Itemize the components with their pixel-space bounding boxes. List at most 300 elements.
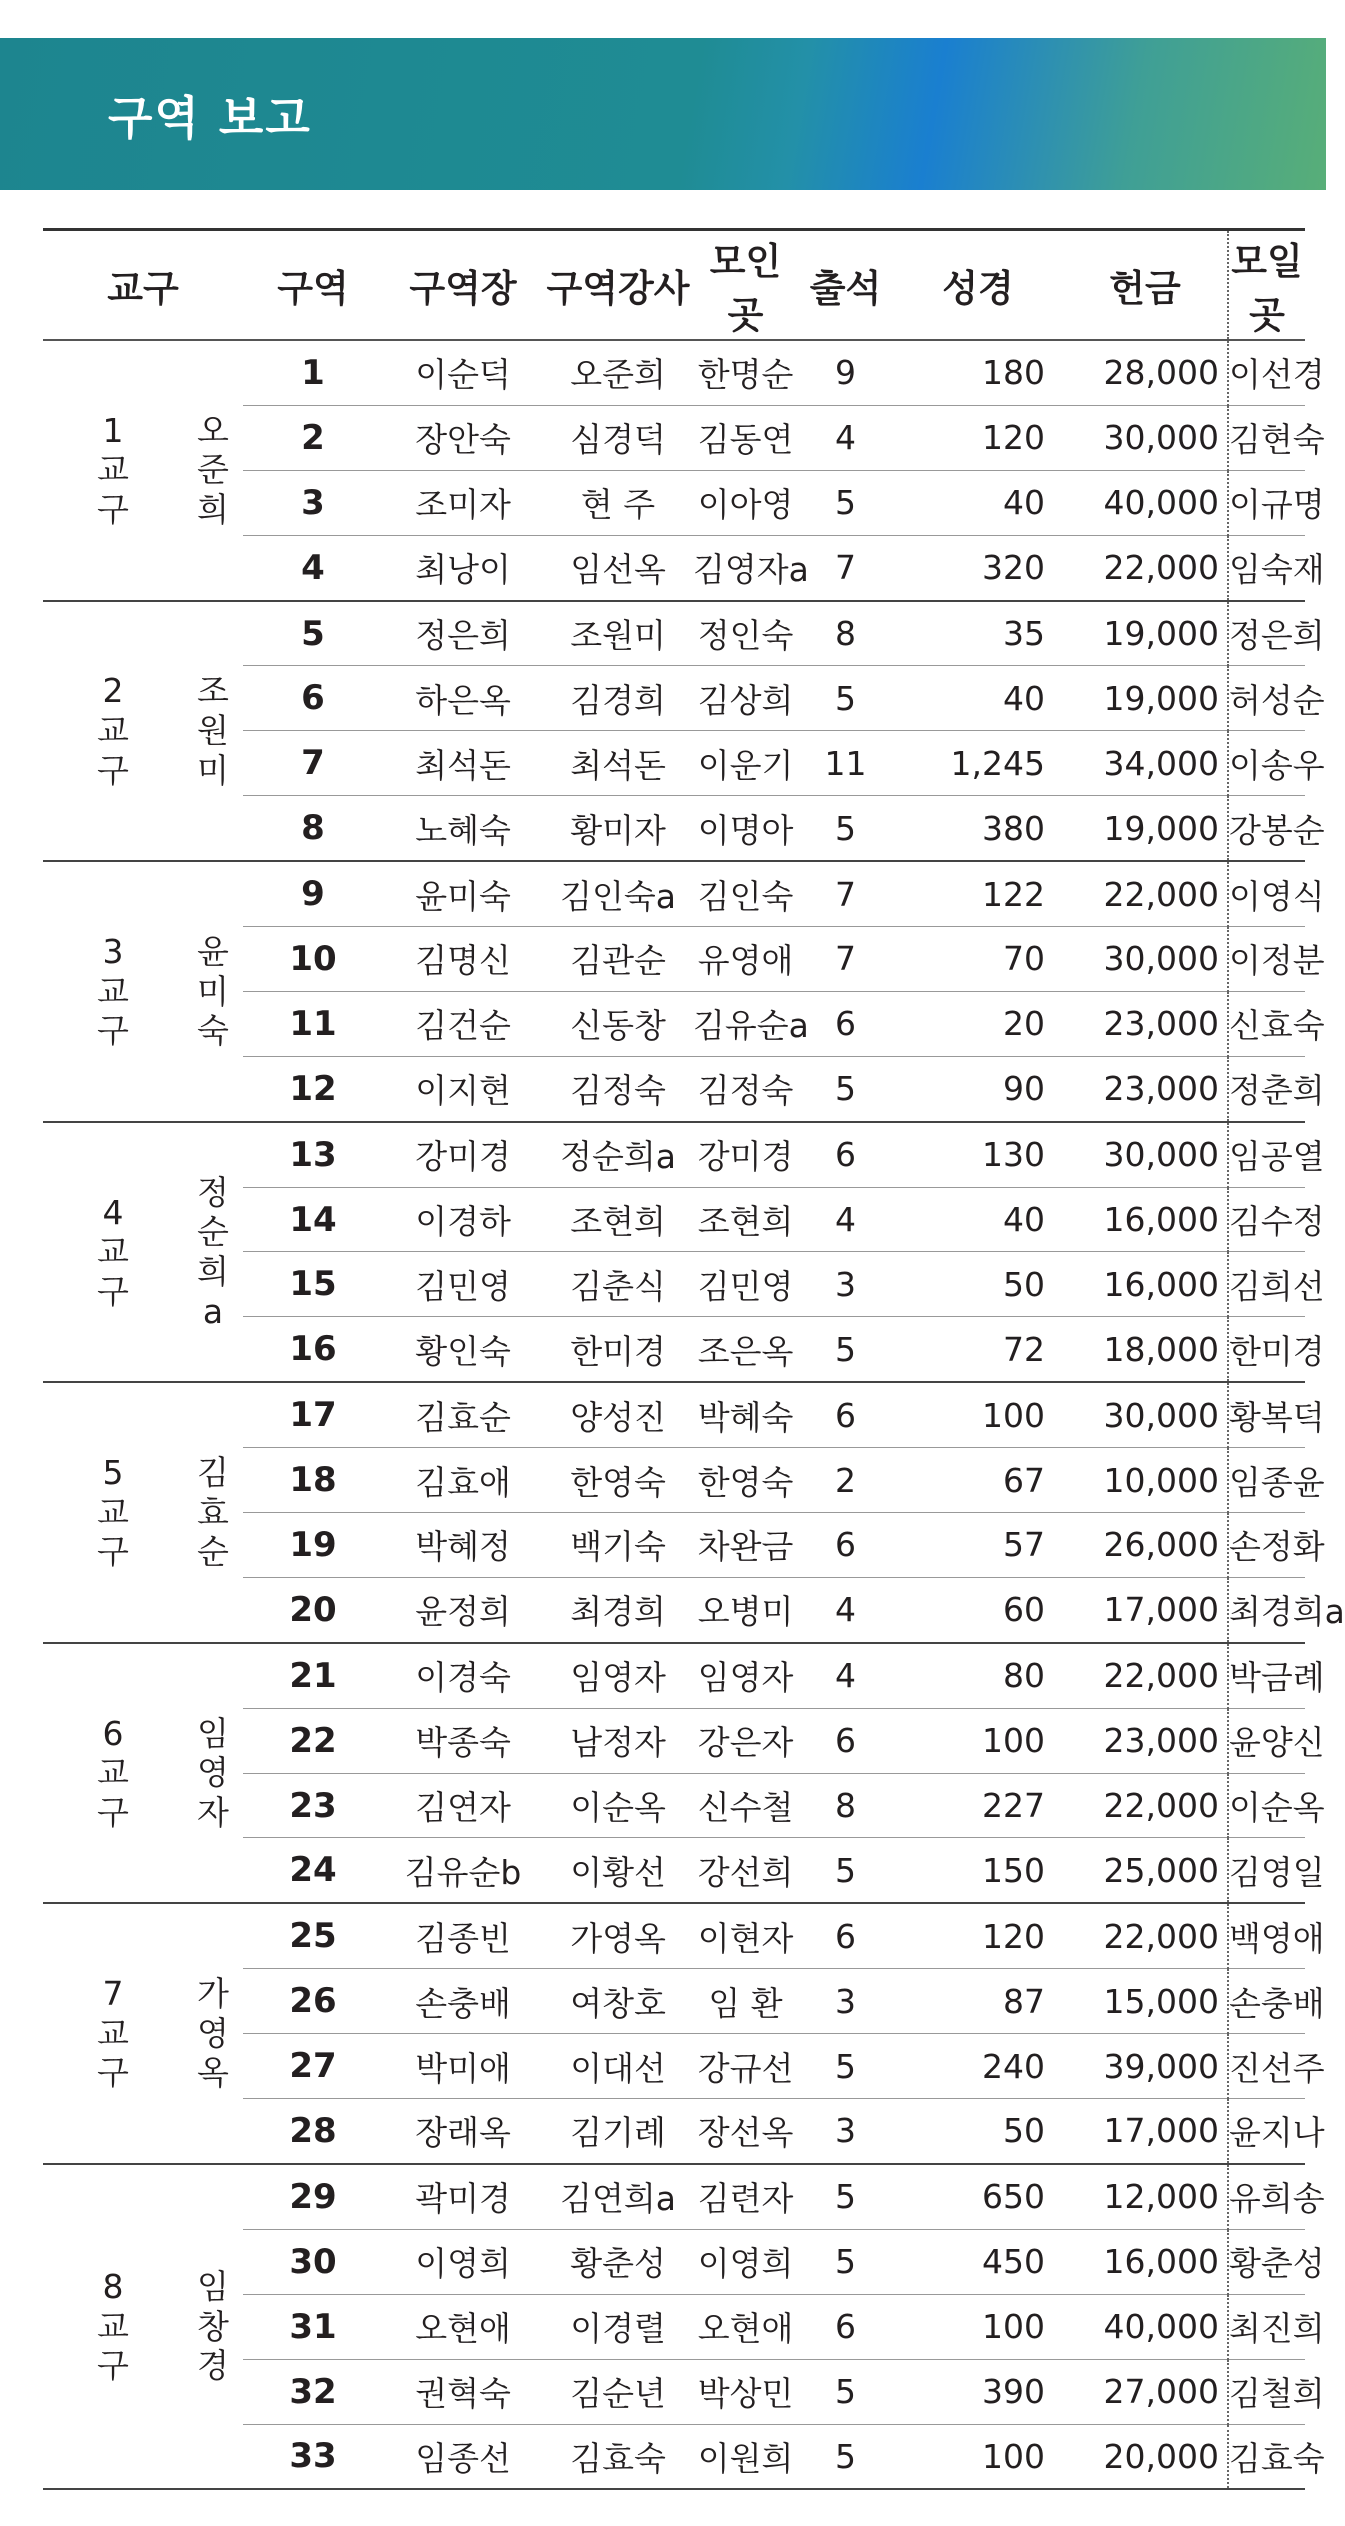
offering-amount: 16,000 (1063, 2229, 1228, 2294)
header-area: 구역 (243, 230, 383, 341)
met-place: 김정숙 (693, 1056, 798, 1121)
next-place: 윤양신 (1228, 1708, 1305, 1773)
area-teacher: 정순희a (543, 1122, 693, 1187)
area-teacher: 이대선 (543, 2034, 693, 2099)
table-row (43, 2164, 1305, 2229)
attendance: 4 (798, 1643, 893, 1708)
attendance: 3 (798, 1969, 893, 2034)
area-head: 이경숙 (383, 1643, 543, 1708)
area-head: 이영희 (383, 2229, 543, 2294)
bible-count: 120 (893, 405, 1063, 470)
attendance: 8 (798, 601, 893, 666)
met-place: 임영자 (693, 1643, 798, 1708)
area-number: 3 (243, 470, 383, 535)
next-place: 이순옥 (1228, 1773, 1305, 1838)
met-place: 이현자 (693, 1903, 798, 1968)
offering-amount: 34,000 (1063, 731, 1228, 796)
area-head: 조미자 (383, 470, 543, 535)
area-head: 김민영 (383, 1252, 543, 1317)
area-head: 박종숙 (383, 1708, 543, 1773)
offering-amount: 12,000 (1063, 2164, 1228, 2229)
area-head: 황인숙 (383, 1317, 543, 1382)
gyogu-leader (183, 340, 243, 601)
bible-count: 72 (893, 1317, 1063, 1382)
bible-count: 67 (893, 1448, 1063, 1513)
attendance: 6 (798, 1903, 893, 1968)
area-number: 2 (243, 405, 383, 470)
offering-amount: 19,000 (1063, 601, 1228, 666)
attendance: 6 (798, 1708, 893, 1773)
table-row (43, 1382, 1305, 1447)
met-place: 정인숙 (693, 601, 798, 666)
gyogu-label (43, 1643, 183, 1904)
area-number: 8 (243, 796, 383, 861)
header-teacher: 구역강사 (543, 230, 693, 341)
met-place: 이명아 (693, 796, 798, 861)
area-number: 10 (243, 927, 383, 992)
bible-count: 57 (893, 1513, 1063, 1578)
area-teacher: 양성진 (543, 1382, 693, 1447)
met-place: 박상민 (693, 2359, 798, 2424)
table-body (43, 340, 1345, 2489)
offering-amount: 22,000 (1063, 1903, 1228, 1968)
header-offering: 헌금 (1063, 230, 1228, 341)
met-place: 이원희 (693, 2424, 798, 2489)
area-teacher: 김정숙 (543, 1056, 693, 1121)
area-number: 18 (243, 1448, 383, 1513)
met-place: 오현애 (693, 2294, 798, 2359)
area-head: 박혜정 (383, 1513, 543, 1578)
met-place: 김상희 (693, 666, 798, 731)
bible-count: 1,245 (893, 731, 1063, 796)
met-place: 김유순a (693, 991, 798, 1056)
area-teacher: 조현희 (543, 1187, 693, 1252)
next-place: 유희송 (1228, 2164, 1305, 2229)
table-row (43, 1122, 1305, 1187)
area-head: 권혁숙 (383, 2359, 543, 2424)
area-teacher: 김인숙a (543, 861, 693, 926)
table-row (43, 1643, 1305, 1708)
area-head: 강미경 (383, 1122, 543, 1187)
offering-amount: 22,000 (1063, 1773, 1228, 1838)
bible-count: 60 (893, 1577, 1063, 1642)
area-number: 25 (243, 1903, 383, 1968)
area-teacher: 이경렬 (543, 2294, 693, 2359)
offering-amount: 19,000 (1063, 666, 1228, 731)
bible-count: 40 (893, 1187, 1063, 1252)
area-head: 최석돈 (383, 731, 543, 796)
bible-count: 35 (893, 601, 1063, 666)
met-place: 오병미 (693, 1577, 798, 1642)
met-place: 조은옥 (693, 1317, 798, 1382)
attendance: 5 (798, 2229, 893, 2294)
next-place: 임종윤 (1228, 1448, 1305, 1513)
area-head: 이경하 (383, 1187, 543, 1252)
bible-count: 50 (893, 2099, 1063, 2164)
table-row (43, 601, 1305, 666)
offering-amount: 20,000 (1063, 2424, 1228, 2489)
met-place: 김영자a (693, 535, 798, 600)
area-number: 4 (243, 535, 383, 600)
offering-amount: 23,000 (1063, 991, 1228, 1056)
area-number: 33 (243, 2424, 383, 2489)
area-teacher: 임선옥 (543, 535, 693, 600)
area-number: 11 (243, 991, 383, 1056)
area-number: 21 (243, 1643, 383, 1708)
met-place: 박혜숙 (693, 1382, 798, 1447)
attendance: 5 (798, 470, 893, 535)
next-place: 이규명 (1228, 470, 1305, 535)
area-head: 손충배 (383, 1969, 543, 2034)
attendance: 5 (798, 1056, 893, 1121)
area-number: 28 (243, 2099, 383, 2164)
next-place: 진선주 (1228, 2034, 1305, 2099)
met-place: 조현희 (693, 1187, 798, 1252)
area-head: 윤정희 (383, 1577, 543, 1642)
gyogu-label-text: 7교구 (97, 1974, 129, 2093)
area-teacher: 이순옥 (543, 1773, 693, 1838)
gyogu-label-text: 1교구 (97, 410, 129, 530)
area-head: 김명신 (383, 927, 543, 992)
area-teacher: 김경희 (543, 666, 693, 731)
gyogu-leader (183, 1903, 243, 2164)
attendance: 7 (798, 861, 893, 926)
gyogu-leader (183, 2164, 243, 2489)
next-place: 김철희 (1228, 2359, 1305, 2424)
next-place: 백영애 (1228, 1903, 1305, 1968)
offering-amount: 22,000 (1063, 861, 1228, 926)
attendance: 11 (798, 731, 893, 796)
area-number: 9 (243, 861, 383, 926)
gyogu-label-text: 2교구 (97, 671, 129, 790)
area-head: 김종빈 (383, 1903, 543, 1968)
area-teacher: 이황선 (543, 1838, 693, 1903)
area-head: 김건순 (383, 991, 543, 1056)
offering-amount: 39,000 (1063, 2034, 1228, 2099)
gyogu-label (43, 601, 183, 862)
offering-amount: 16,000 (1063, 1187, 1228, 1252)
met-place: 유영애 (693, 927, 798, 992)
area-number: 26 (243, 1969, 383, 2034)
next-place: 윤지나 (1228, 2099, 1305, 2164)
bible-count: 20 (893, 991, 1063, 1056)
attendance: 3 (798, 1252, 893, 1317)
next-place: 정춘희 (1228, 1056, 1305, 1121)
attendance: 2 (798, 1448, 893, 1513)
gyogu-leader (183, 1382, 243, 1643)
gyogu-label (43, 1903, 183, 2164)
next-place: 이선경 (1228, 340, 1305, 405)
next-place: 강봉순 (1228, 796, 1305, 861)
area-head: 이순덕 (383, 340, 543, 405)
met-place: 한영숙 (693, 1448, 798, 1513)
met-place: 강은자 (693, 1708, 798, 1773)
bible-count: 150 (893, 1838, 1063, 1903)
met-place: 이아영 (693, 470, 798, 535)
next-place: 이영식 (1228, 861, 1305, 926)
area-teacher: 여창호 (543, 1969, 693, 2034)
offering-amount: 26,000 (1063, 1513, 1228, 1578)
met-place: 신수철 (693, 1773, 798, 1838)
area-teacher: 현 주 (543, 470, 693, 535)
bible-count: 227 (893, 1773, 1063, 1838)
gyogu-leader-text: 김효순 (197, 1453, 229, 1572)
bible-count: 90 (893, 1056, 1063, 1121)
gyogu-leader-text: 임영자 (197, 1713, 229, 1832)
header-met-place: 모인곳 (693, 230, 798, 341)
gyogu-leader-text: 가영옥 (197, 1974, 229, 2093)
next-place: 임숙재 (1228, 535, 1305, 600)
attendance: 5 (798, 2359, 893, 2424)
gyogu-label-text: 8교구 (97, 2267, 129, 2386)
next-place: 김희선 (1228, 1252, 1305, 1317)
met-place: 김민영 (693, 1252, 798, 1317)
next-place: 손충배 (1228, 1969, 1305, 2034)
offering-amount: 28,000 (1063, 340, 1228, 405)
area-number: 15 (243, 1252, 383, 1317)
offering-amount: 17,000 (1063, 2099, 1228, 2164)
next-place: 최진희 (1228, 2294, 1305, 2359)
area-head: 장래옥 (383, 2099, 543, 2164)
bible-count: 100 (893, 2294, 1063, 2359)
gyogu-leader (183, 1122, 243, 1383)
area-number: 31 (243, 2294, 383, 2359)
area-number: 24 (243, 1838, 383, 1903)
gyogu-label-text: 4교구 (97, 1192, 129, 1311)
attendance: 5 (798, 2034, 893, 2099)
gyogu-leader (183, 1643, 243, 1904)
area-teacher: 심경덕 (543, 405, 693, 470)
header-gyogu: 교구 (43, 230, 243, 341)
next-place: 한미경 (1228, 1317, 1305, 1382)
gyogu-label-text: 3교구 (97, 932, 129, 1051)
area-teacher: 한미경 (543, 1317, 693, 1382)
attendance: 7 (798, 535, 893, 600)
area-number: 20 (243, 1577, 383, 1642)
bible-count: 40 (893, 666, 1063, 731)
area-teacher: 신동창 (543, 991, 693, 1056)
area-teacher: 황미자 (543, 796, 693, 861)
area-teacher: 김춘식 (543, 1252, 693, 1317)
offering-amount: 19,000 (1063, 796, 1228, 861)
met-place: 강선희 (693, 1838, 798, 1903)
bible-count: 50 (893, 1252, 1063, 1317)
header-attendance: 출석 (798, 230, 893, 341)
area-teacher: 백기숙 (543, 1513, 693, 1578)
bible-count: 100 (893, 2424, 1063, 2489)
met-place: 한명순 (693, 340, 798, 405)
next-place: 신효숙 (1228, 991, 1305, 1056)
area-head: 김효애 (383, 1448, 543, 1513)
offering-amount: 23,000 (1063, 1708, 1228, 1773)
bible-count: 130 (893, 1122, 1063, 1187)
next-place: 정은희 (1228, 601, 1305, 666)
offering-amount: 40,000 (1063, 2294, 1228, 2359)
area-teacher: 김연희a (543, 2164, 693, 2229)
area-head: 최낭이 (383, 535, 543, 600)
gyogu-label (43, 861, 183, 1122)
area-number: 19 (243, 1513, 383, 1578)
gyogu-leader-text: 오준희 (197, 410, 229, 530)
page-title: 구역 보고 (108, 91, 312, 145)
area-number: 32 (243, 2359, 383, 2424)
area-head: 오현애 (383, 2294, 543, 2359)
area-teacher: 김관순 (543, 927, 693, 992)
offering-amount: 27,000 (1063, 2359, 1228, 2424)
next-place: 김효숙 (1228, 2424, 1305, 2489)
gyogu-label-text: 6교구 (97, 1713, 129, 1832)
attendance: 7 (798, 927, 893, 992)
attendance: 6 (798, 1382, 893, 1447)
district-report-table (43, 228, 1345, 2490)
gyogu-label (43, 1122, 183, 1383)
next-place: 황춘성 (1228, 2229, 1305, 2294)
gyogu-leader-text: 정순희a (197, 1172, 229, 1331)
title-banner (0, 38, 1326, 190)
offering-amount: 17,000 (1063, 1577, 1228, 1642)
gyogu-leader-text: 조원미 (197, 671, 229, 790)
attendance: 6 (798, 1122, 893, 1187)
gyogu-label (43, 2164, 183, 2489)
bible-count: 80 (893, 1643, 1063, 1708)
area-head: 장안숙 (383, 405, 543, 470)
area-number: 23 (243, 1773, 383, 1838)
area-number: 30 (243, 2229, 383, 2294)
attendance: 5 (798, 1317, 893, 1382)
area-head: 김유순b (383, 1838, 543, 1903)
area-number: 1 (243, 340, 383, 405)
bible-count: 240 (893, 2034, 1063, 2099)
gyogu-leader (183, 861, 243, 1122)
area-teacher: 김효숙 (543, 2424, 693, 2489)
offering-amount: 15,000 (1063, 1969, 1228, 2034)
table-row (43, 861, 1305, 926)
header-row (43, 230, 1305, 341)
area-number: 29 (243, 2164, 383, 2229)
bible-count: 450 (893, 2229, 1063, 2294)
bible-count: 100 (893, 1708, 1063, 1773)
area-number: 14 (243, 1187, 383, 1252)
area-teacher: 최석돈 (543, 731, 693, 796)
offering-amount: 30,000 (1063, 1122, 1228, 1187)
met-place: 강규선 (693, 2034, 798, 2099)
gyogu-label (43, 1382, 183, 1643)
offering-amount: 22,000 (1063, 535, 1228, 600)
met-place: 이영희 (693, 2229, 798, 2294)
header-area-head: 구역장 (383, 230, 543, 341)
bible-count: 100 (893, 1382, 1063, 1447)
area-head: 이지현 (383, 1056, 543, 1121)
next-place: 임공열 (1228, 1122, 1305, 1187)
attendance: 5 (798, 796, 893, 861)
offering-amount: 22,000 (1063, 1643, 1228, 1708)
area-number: 6 (243, 666, 383, 731)
area-number: 13 (243, 1122, 383, 1187)
attendance: 6 (798, 2294, 893, 2359)
offering-amount: 23,000 (1063, 1056, 1228, 1121)
attendance: 4 (798, 1577, 893, 1642)
header-next-place: 모일곳 (1228, 230, 1305, 341)
area-head: 임종선 (383, 2424, 543, 2489)
area-teacher: 최경희 (543, 1577, 693, 1642)
area-teacher: 한영숙 (543, 1448, 693, 1513)
area-head: 하은옥 (383, 666, 543, 731)
area-teacher: 남정자 (543, 1708, 693, 1773)
next-place: 최경희a (1228, 1577, 1305, 1642)
area-head: 윤미숙 (383, 861, 543, 926)
bible-count: 380 (893, 796, 1063, 861)
bible-count: 122 (893, 861, 1063, 926)
area-number: 5 (243, 601, 383, 666)
area-number: 27 (243, 2034, 383, 2099)
met-place: 김동연 (693, 405, 798, 470)
attendance: 3 (798, 2099, 893, 2164)
met-place: 이운기 (693, 731, 798, 796)
gyogu-label-text: 5교구 (97, 1453, 129, 1572)
area-teacher: 김기례 (543, 2099, 693, 2164)
attendance: 9 (798, 340, 893, 405)
next-place: 허성순 (1228, 666, 1305, 731)
area-number: 17 (243, 1382, 383, 1447)
header-bible: 성경 (893, 230, 1063, 341)
gyogu-label (43, 340, 183, 601)
area-number: 16 (243, 1317, 383, 1382)
gyogu-leader-text: 윤미숙 (197, 932, 229, 1051)
bible-count: 120 (893, 1903, 1063, 1968)
met-place: 김인숙 (693, 861, 798, 926)
area-teacher: 오준희 (543, 340, 693, 405)
attendance: 5 (798, 2164, 893, 2229)
next-place: 김현숙 (1228, 405, 1305, 470)
next-place: 박금례 (1228, 1643, 1305, 1708)
met-place: 강미경 (693, 1122, 798, 1187)
offering-amount: 40,000 (1063, 470, 1228, 535)
area-teacher: 조원미 (543, 601, 693, 666)
area-number: 22 (243, 1708, 383, 1773)
offering-amount: 30,000 (1063, 1382, 1228, 1447)
attendance: 4 (798, 405, 893, 470)
attendance: 4 (798, 1187, 893, 1252)
offering-amount: 25,000 (1063, 1838, 1228, 1903)
area-number: 7 (243, 731, 383, 796)
bible-count: 180 (893, 340, 1063, 405)
area-head: 곽미경 (383, 2164, 543, 2229)
offering-amount: 10,000 (1063, 1448, 1228, 1513)
met-place: 차완금 (693, 1513, 798, 1578)
attendance: 6 (798, 991, 893, 1056)
attendance: 5 (798, 2424, 893, 2489)
attendance: 5 (798, 1838, 893, 1903)
met-place: 장선옥 (693, 2099, 798, 2164)
next-place: 이정분 (1228, 927, 1305, 992)
offering-amount: 18,000 (1063, 1317, 1228, 1382)
area-number: 12 (243, 1056, 383, 1121)
bible-count: 40 (893, 470, 1063, 535)
gyogu-leader-text: 임창경 (197, 2267, 229, 2386)
next-place: 이송우 (1228, 731, 1305, 796)
offering-amount: 30,000 (1063, 927, 1228, 992)
met-place: 임 환 (693, 1969, 798, 2034)
offering-amount: 30,000 (1063, 405, 1228, 470)
area-teacher: 김순년 (543, 2359, 693, 2424)
attendance: 6 (798, 1513, 893, 1578)
table-row (43, 340, 1305, 405)
bible-count: 650 (893, 2164, 1063, 2229)
bible-count: 320 (893, 535, 1063, 600)
next-place: 김영일 (1228, 1838, 1305, 1903)
gyogu-leader (183, 601, 243, 862)
area-head: 김연자 (383, 1773, 543, 1838)
